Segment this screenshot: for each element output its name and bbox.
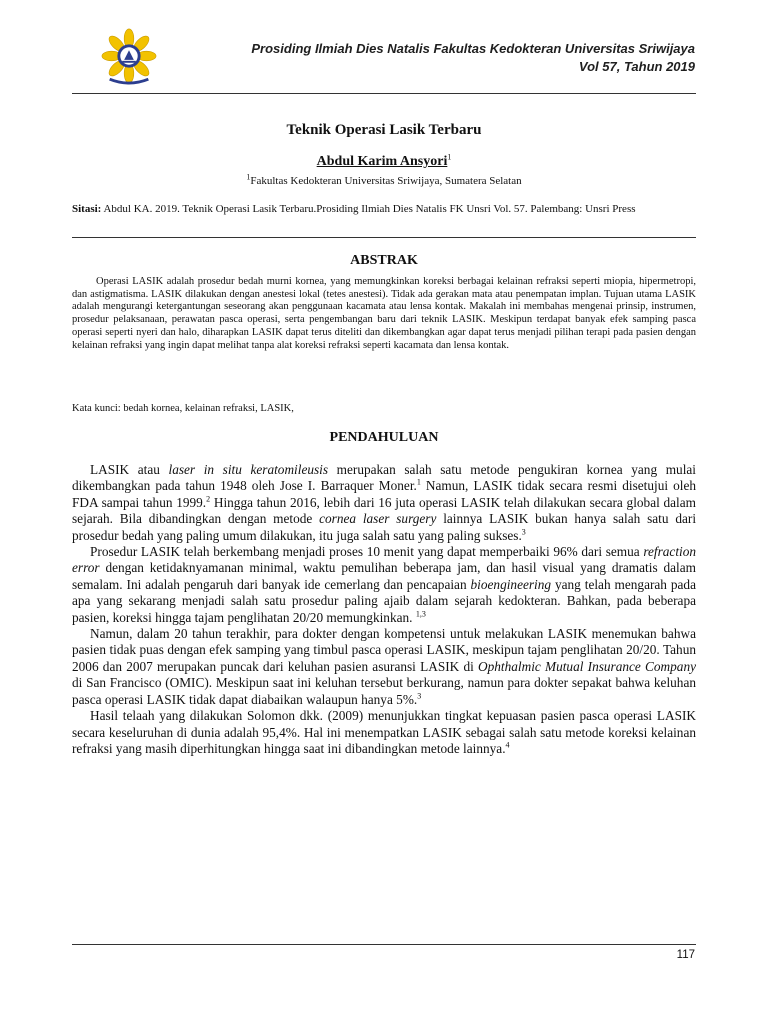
author-affiliation-mark: 1 bbox=[447, 152, 452, 162]
citation-divider bbox=[72, 237, 696, 238]
introduction-heading: PENDAHULUAN bbox=[329, 430, 439, 445]
paragraph-4: Hasil telaah yang dilakukan Solomon dkk. (2009) menunjukkan tingkat kepuasan pasien pasca operasi LASIK secara keseluruhan di dunia adalah 95,4%. Hal ini menempatkan LASIK sebagai salah satu metode koreksi kelainan refraksi yang masih diperhitungkan hingga saat ini dibandingkan metode lainnya.$^4$ bbox=[72, 708, 696, 756]
affiliation bbox=[72, 172, 696, 187]
page-number: 117 bbox=[676, 949, 695, 961]
university-seal-icon bbox=[100, 27, 158, 85]
affiliation-text: Fakultas Kedokteran Universitas Sriwijaya, Sumatera Selatan bbox=[250, 175, 522, 187]
paragraph-2: Prosedur LASIK telah berkembang menjadi proses 10 menit yang dapat memperbaiki 96% dari semua refraction error dengan ketidaknyamanan minimal, waktu pemulihan beberapa jam, dan hasil visual yang dramatis dalam semalam. Ini adalah pengaruh dari banyak ide cemerlang dan pencapaian bioengineering yang telah mengarah pada apa yang sekarang menjadi salah satu prosedur paling ajaib dalam sejarah kedokteran. Bahkan, pada beberapa pasien, koreksi hingga tajam penglihatan 20/20 memungkinkan. $^{1,3}$ bbox=[72, 544, 696, 625]
journal-title: Prosiding Ilmiah Dies Natalis Fakultas Kedokteran Universitas Sriwijaya bbox=[251, 41, 695, 56]
keywords: Kata kunci: bedah kornea, kelainan refraksi, LASIK, bbox=[72, 403, 294, 414]
paragraph-3: Namun, dalam 20 tahun terakhir, para dokter dengan kompetensi untuk melakukan LASIK menemukan bahwa pasien tidak puas dengan efek samping yang timbul pasca operasi LASIK, meskipun tajam penglihatan 20/20. Tahun 2006 dan 2007 merupakan puncak dari keluhan pasien asuransi LASIK di Ophthalmic Mutual Insurance Company di San Francisco (OMIC). Meskipun saat ini keluhan tersebut berkurang, namun para dokter sepakat bahwa keluhan pasca operasi LASIK tidak dapat diabaikan walaupun hanya 5%.$^3$ bbox=[72, 626, 696, 707]
citation bbox=[72, 201, 696, 217]
citation-label: Sitasi: bbox=[72, 203, 102, 215]
header-divider bbox=[72, 93, 696, 94]
abstract-text: Operasi LASIK adalah prosedur bedah murni kornea, yang memungkinkan koreksi berbagai kelainan refraksi seperti miopia, hipermetropi, dan astigmatisma. LASIK dilakukan dengan anestesi lokal (tetes anestesi). Tidak ada gerakan mata atau penempatan implan. Tujuan utama LASIK adalah mengurangi ketergantungan seseorang akan penggunaan kacamata atau lensa kontak. Makalah ini membahas mengenai prinsip, instrumen, prosedur pelaksanaan, perawatan pasca operasi, serta pengembangan baru dari teknik LASIK. Meskipun terdapat banyak efek samping pasca operasi seperti nyeri dan halo, diharapkan LASIK dapat terus diteliti dan dikembangkan agar dapat terus menjadi pilihan terapi pada pasien dengan kelainan refraksi yang ingin dapat melihat tanpa alat koreksi refraksi seperti kacamata dan lensa kontak. bbox=[72, 276, 696, 351]
affiliation-mark: 1 bbox=[246, 172, 251, 182]
citation-text: Abdul KA. 2019. Teknik Operasi Lasik Terbaru.Prosiding Ilmiah Dies Natalis FK Unsri Vol. 57. Palembang: Unsri Press bbox=[101, 203, 636, 215]
paragraph-1: LASIK atau laser in situ keratomileusis merupakan salah satu metode pengukiran kornea yang mulai dikembangkan pada tahun 1948 oleh Jose I. Barraquer Moner.$^1$ Namun, LASIK tidak secara resmi disetujui oleh FDA sampai tahun 1999.$^2$ Hingga tahun 2016, lebih dari 16 juta operasi LASIK telah dilakukan secara global dalam sejarah. Bila dibandingkan dengan metode cornea laser surgery lainnya LASIK bukan hanya salah satu dari prosedur bedah yang paling umum dilakukan, itu juga salah satu yang paling sukses.$^3$ bbox=[72, 462, 697, 543]
journal-header bbox=[251, 40, 695, 76]
abstract-heading: ABSTRAK bbox=[350, 253, 418, 268]
introduction-body bbox=[72, 462, 696, 757]
paper-title: Teknik Operasi Lasik Terbaru bbox=[286, 122, 482, 138]
journal-volume: Vol 57, Tahun 2019 bbox=[578, 59, 695, 74]
author-name: Abdul Karim Ansyori bbox=[316, 154, 448, 169]
footer-divider bbox=[72, 944, 696, 945]
author-line bbox=[72, 154, 696, 170]
